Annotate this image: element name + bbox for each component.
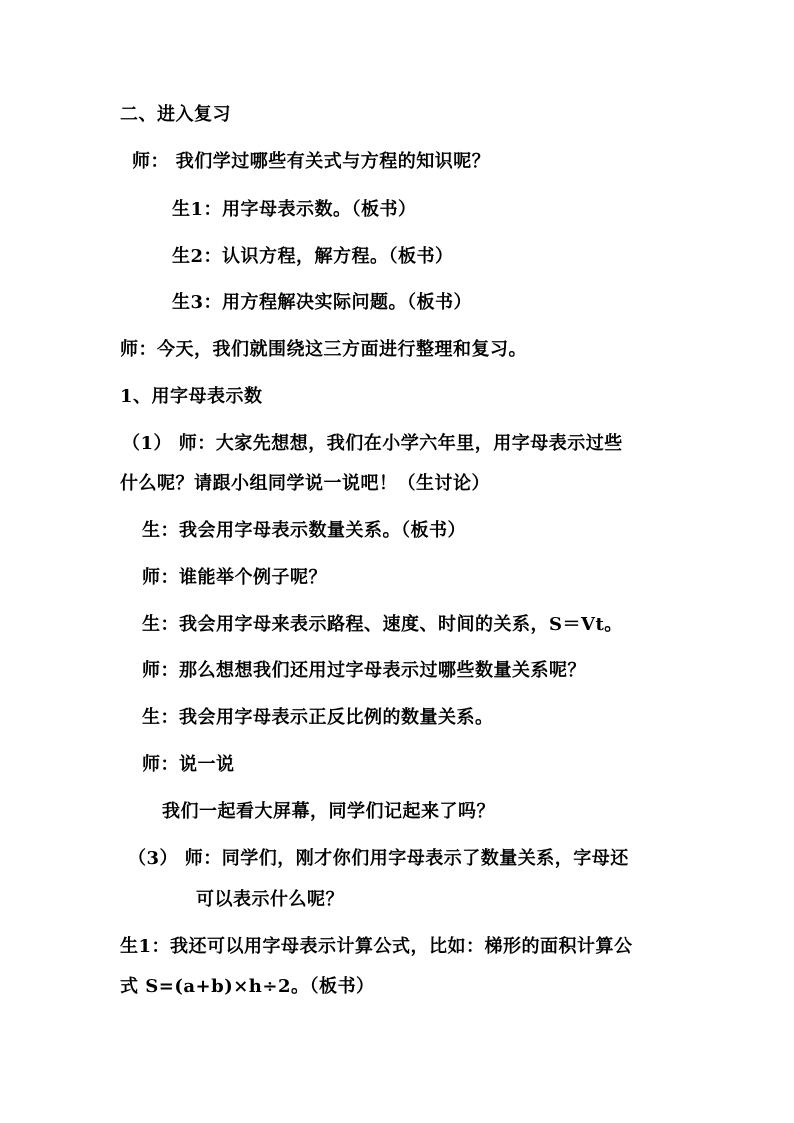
paragraph-line: 我们一起看大屏幕，同学们记起来了吗？ (162, 801, 495, 822)
paragraph-line: 生2：认识方程，解方程。（板书） (172, 246, 454, 267)
paragraph-line: 什么呢？请跟小组同学说一说吧！（生讨论） (120, 473, 490, 494)
paragraph-line: 生1：用字母表示数。（板书） (172, 199, 417, 220)
paragraph-line: 师： 我们学过哪些有关式与方程的知识呢？ (132, 151, 491, 172)
paragraph-line: 生：我会用字母表示正反比例的数量关系。 (142, 707, 494, 728)
paragraph-line: 生：我会用字母表示数量关系。（板书） (142, 520, 466, 541)
paragraph-line: （1） 师：大家先想想，我们在小学六年里，用字母表示过些 (122, 433, 623, 454)
paragraph-line: 生：我会用字母来表示路程、速度、时间的关系，S＝Vt。 (142, 614, 623, 635)
paragraph-line: 师：说一说 (142, 754, 235, 775)
paragraph-line: 生1：我还可以用字母表示计算公式，比如：梯形的面积计算公 (120, 936, 633, 957)
paragraph-line: 可以表示什么呢？ (196, 889, 344, 910)
section-heading: 二、进入复习 (120, 104, 231, 125)
paragraph-line: 师：那么想想我们还用过字母表示过哪些数量关系呢？ (142, 660, 586, 681)
paragraph-line: 师：今天，我们就围绕这三方面进行整理和复习。 (120, 339, 527, 360)
paragraph-line: 生3：用方程解决实际问题。（板书） (172, 292, 473, 313)
subsection-heading: 1、用字母表示数 (120, 386, 263, 407)
paragraph-line: （3） 师：同学们，刚才你们用字母表示了数量关系，字母还 (128, 848, 629, 869)
paragraph-line: 式 S=(a+b)×h÷2。（板书） (120, 976, 375, 997)
paragraph-line: 师：谁能举个例子呢？ (142, 567, 327, 588)
